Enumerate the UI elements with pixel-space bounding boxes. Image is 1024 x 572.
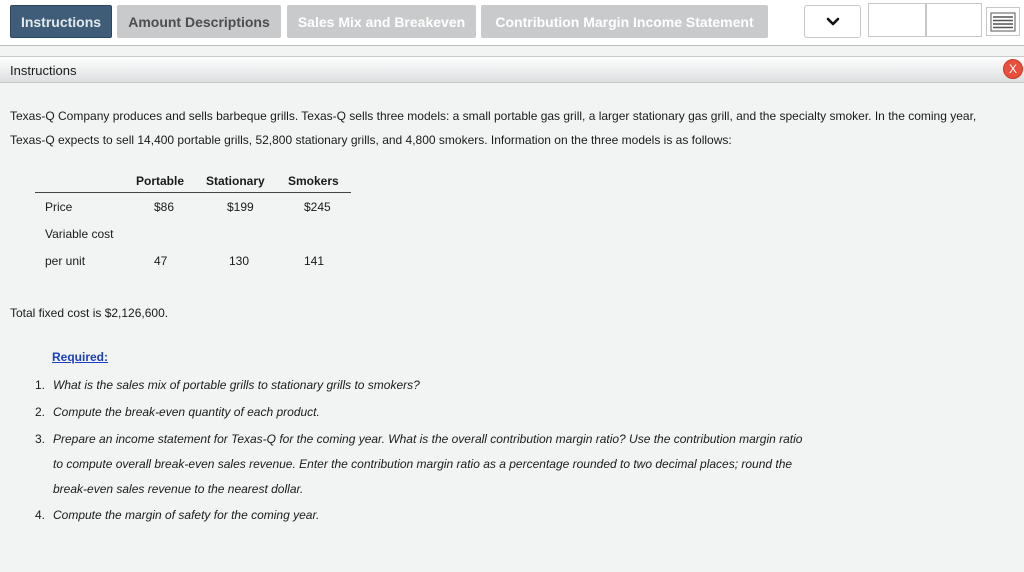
tab-sales-mix-and-breakeven[interactable]: Sales Mix and Breakeven <box>287 5 476 38</box>
chevron-down-icon <box>826 17 840 27</box>
item-number: 3. <box>35 432 46 446</box>
cell-price-smokers: $245 <box>304 200 331 214</box>
row-label-price: Price <box>45 200 73 214</box>
menu-lines-icon <box>990 12 1016 32</box>
tab-contribution-margin-income-statement[interactable]: Contribution Margin Income Statement <box>481 5 768 38</box>
table-header-rule <box>35 192 351 193</box>
item-number: 1. <box>35 378 46 392</box>
fixed-cost-text: Total fixed cost is $2,126,600. <box>10 306 169 320</box>
item-text-continued: break-even sales revenue to the nearest dollar. <box>53 482 304 496</box>
item-text: Compute the margin of safety for the coming year. <box>53 508 320 522</box>
menu-button[interactable] <box>986 7 1020 36</box>
section-header <box>0 56 1024 83</box>
cell-price-stationary: $199 <box>227 200 254 214</box>
item-text: Prepare an income statement for Texas-Q for the coming year. What is the overall contribution margin ratio? Use the contribution margin ratio <box>53 432 803 446</box>
tab-instructions[interactable]: Instructions <box>10 5 112 38</box>
section-title: Instructions <box>10 63 77 78</box>
cell-price-portable: $86 <box>154 200 175 214</box>
item-text: Compute the break-even quantity of each product. <box>53 405 320 419</box>
tab-amount-descriptions[interactable]: Amount Descriptions <box>117 5 281 38</box>
toolbar-slot-left <box>868 3 926 37</box>
intro-line-1: Texas-Q Company produces and sells barbeque grills. Texas-Q sells three models: a small portable gas grill, a larger stationary gas grill, and the specialty smoker. In the coming year, <box>10 109 977 123</box>
item-text-continued: to compute overall break-even sales revenue. Enter the contribution margin ratio as a percentage rounded to two decimal places; round the <box>53 457 793 471</box>
intro-line-2: Texas-Q expects to sell 14,400 portable grills, 52,800 stationary grills, and 4,800 smokers. Information on the three models is as follows: <box>10 133 732 147</box>
intro-paragraph <box>10 104 1020 152</box>
cell-vc-portable: 47 <box>154 254 168 268</box>
tab-bar <box>0 0 1024 46</box>
item-number: 4. <box>35 508 46 522</box>
close-button[interactable] <box>1003 59 1023 79</box>
cell-vc-stationary: 130 <box>229 254 250 268</box>
col-header-portable: Portable <box>136 174 185 188</box>
row-label-per-unit: per unit <box>45 254 86 268</box>
row-label-variable-cost: Variable cost <box>45 227 114 241</box>
item-number: 2. <box>35 405 46 419</box>
cell-vc-smokers: 141 <box>304 254 325 268</box>
close-icon: X <box>1008 62 1017 76</box>
col-header-stationary: Stationary <box>206 174 265 188</box>
required-link[interactable]: Required: <box>52 350 109 364</box>
toolbar-slot-right <box>926 3 982 37</box>
item-text: What is the sales mix of portable grills to stationary grills to smokers? <box>53 378 420 392</box>
tab-dropdown-button[interactable] <box>804 5 861 38</box>
col-header-smokers: Smokers <box>288 174 339 188</box>
